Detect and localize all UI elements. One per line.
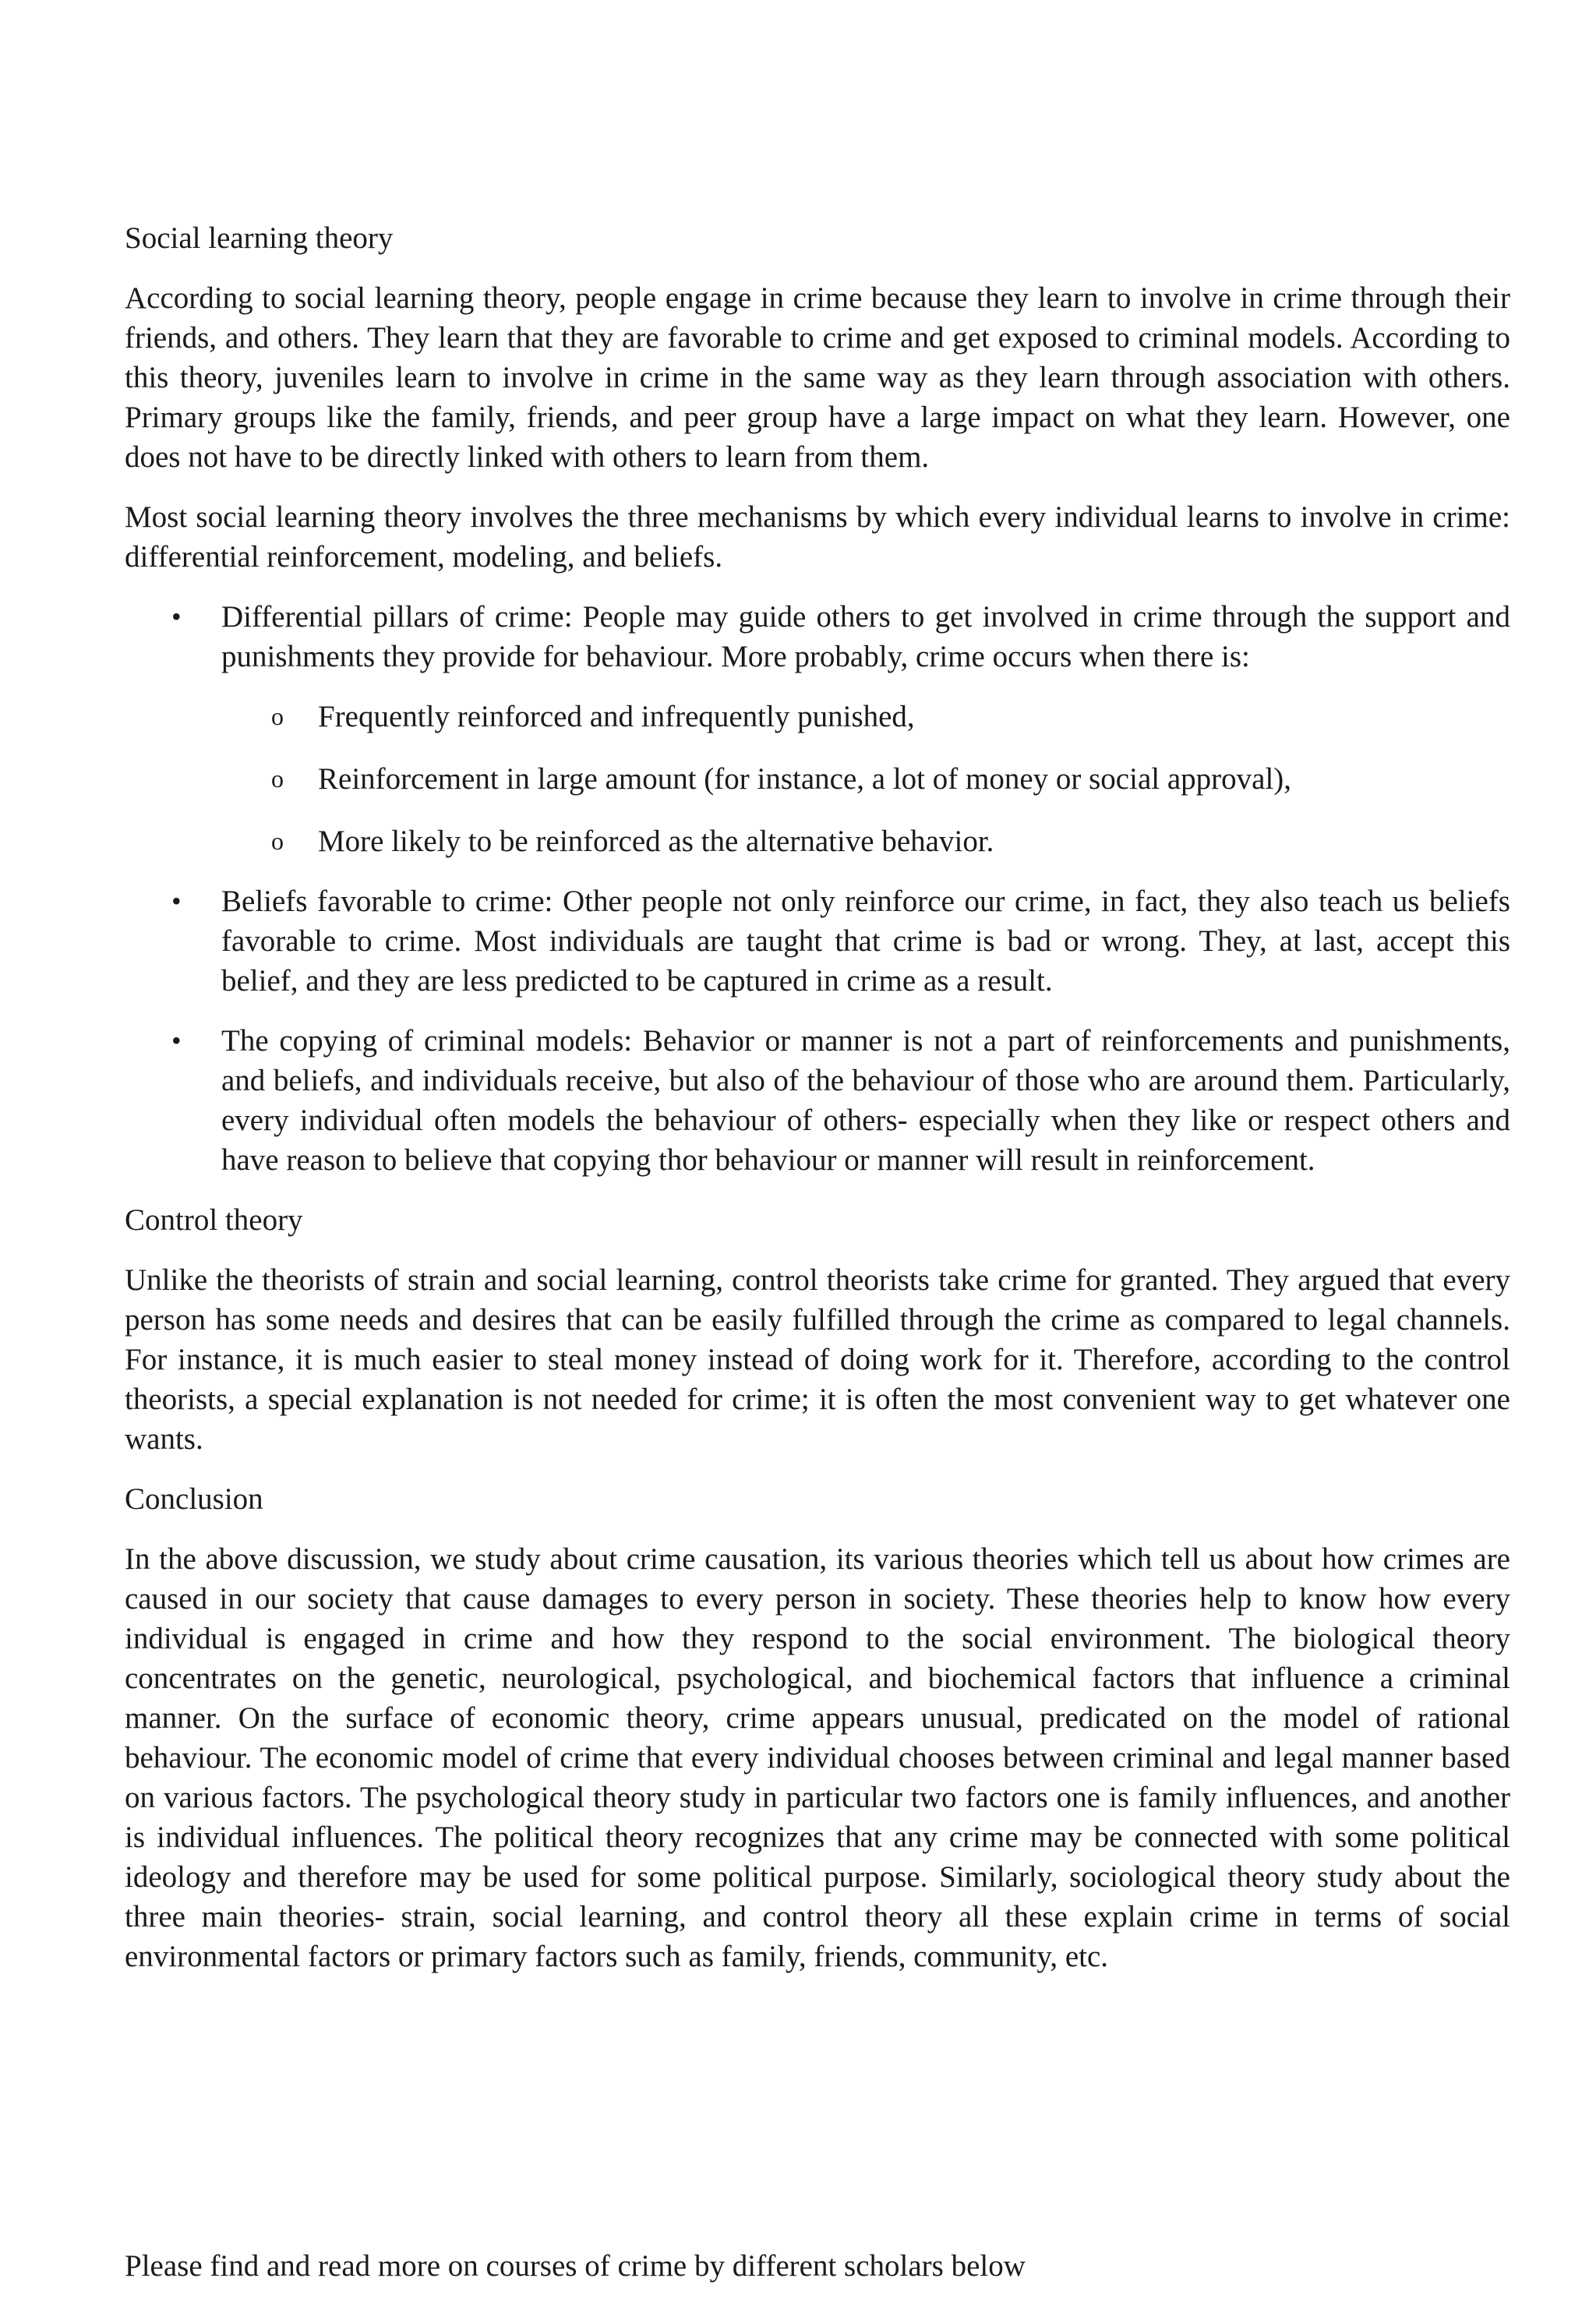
conclusion-paragraph: In the above discussion, we study about crime causation, its various theories which tell us about how crimes are caused in our society that cause damages to every person in society. These theories help to know how every individual is engaged in crime and how they respond to the social environment. The biological theory concentrates on the genetic, neurological, psychological, and biochemical factors that influence a criminal manner. On the surface of economic theory, crime appears unusual, predicated on the model of rational behaviour. The economic model of crime that every individual chooses between criminal and legal manner based on various factors. The psychological theory study in particular two factors one is family influences, and another is individual influences. The political theory recognizes that any crime may be connected with some political ideology and therefore may be used for some political purpose. Similarly, sociological theory study about the three main theories- strain, social learning, and control theory all these explain crime in terms of social environmental factors or primary factors such as family, friends, community, etc. xyxy=(125,1542,1510,1973)
sub-list-item xyxy=(221,697,1510,736)
bullet-text: Beliefs favorable to crime: Other people not only reinforce our crime, in fact, they also teach us beliefs favorable to crime. Most individuals are taught that crime is bad or wrong. They, at last, accept this belief, and they are less predicted to be captured in crime as a result. xyxy=(221,885,1510,998)
social-learning-paragraph-2: Most social learning theory involves the three mechanisms by which every individual learns to involve in crime: differential reinforcement, modeling, and beliefs. xyxy=(125,500,1510,574)
social-learning-heading: Social learning theory xyxy=(125,221,394,255)
sub-item-text: Frequently reinforced and infrequently punished, xyxy=(318,700,915,733)
circle-bullet-icon: o xyxy=(271,827,284,855)
control-theory-heading: Control theory xyxy=(125,1203,303,1237)
bullet-text: The copying of criminal models: Behavior or manner is not a part of reinforcements and punishments, and beliefs, and individuals receive, but also of the behaviour of those who are around them. Particularly, every individual often models the behaviour of others- especially when they like or respect others and have reason to believe that copying thor behaviour or manner will result in reinforcement. xyxy=(221,1024,1510,1177)
bullet-icon: • xyxy=(171,885,182,917)
list-item xyxy=(125,597,1510,861)
bullet-icon: • xyxy=(171,601,182,632)
sub-item-text: Reinforcement in large amount (for instance, a lot of money or social approval), xyxy=(318,762,1292,796)
list-item xyxy=(125,1021,1510,1180)
mechanisms-list xyxy=(125,597,1510,1180)
document-page xyxy=(125,218,1510,1997)
sub-list-item xyxy=(221,821,1510,861)
bullet-icon: • xyxy=(171,1025,182,1056)
list-item xyxy=(125,881,1510,1001)
social-learning-paragraph-1: According to social learning theory, people engage in crime because they learn to involve in crime through their friends, and others. They learn that they are favorable to crime and get exposed to criminal models. According to this theory, juveniles learn to involve in crime in the same way as they learn through association with others. Primary groups like the family, friends, and peer group have a large impact on what they learn. However, one does not have to be directly linked with others to learn from them. xyxy=(125,281,1510,474)
circle-bullet-icon: o xyxy=(271,702,284,730)
sub-list xyxy=(221,697,1510,861)
conclusion-heading: Conclusion xyxy=(125,1482,263,1516)
control-theory-paragraph: Unlike the theorists of strain and social learning, control theorists take crime for granted. They argued that every person has some needs and desires that can be easily fulfilled through the crime as compared to legal channels. For instance, it is much easier to steal money instead of doing work for it. Therefore, according to the control theorists, a special explanation is not needed for crime; it is often the most convenient way to get whatever one wants. xyxy=(125,1263,1510,1456)
further-reading-note: Please find and read more on courses of crime by different scholars below xyxy=(125,2249,1026,2283)
sub-item-text: More likely to be reinforced as the alternative behavior. xyxy=(318,825,994,858)
circle-bullet-icon: o xyxy=(271,765,284,793)
sub-list-item xyxy=(221,759,1510,799)
bullet-text: Differential pillars of crime: People may guide others to get involved in crime through the support and punishments they provide for behaviour. More probably, crime occurs when there is: xyxy=(221,600,1510,673)
